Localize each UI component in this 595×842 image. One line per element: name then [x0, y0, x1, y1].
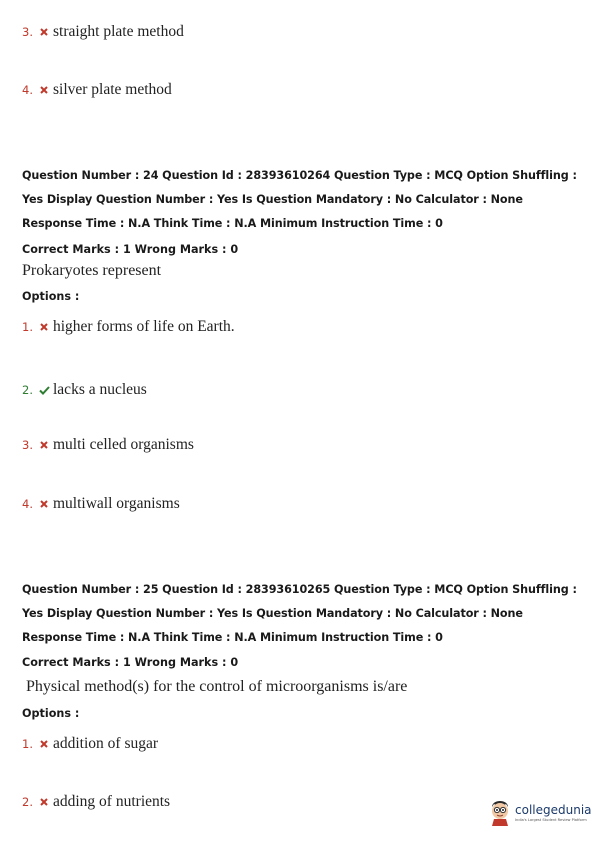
option-text: adding of nutrients: [53, 793, 171, 810]
cross-icon: [38, 28, 50, 36]
mascot-icon: [488, 796, 512, 831]
q24-marks: Correct Marks : 1 Wrong Marks : 0: [22, 243, 239, 256]
collegedunia-logo: [488, 796, 592, 831]
option-number: 4.: [22, 83, 33, 97]
option-number: 3.: [22, 25, 33, 39]
q23-option-4: [22, 78, 172, 102]
q24-options-label: Options :: [22, 290, 80, 303]
option-text: multi celled organisms: [53, 436, 194, 453]
q25-marks: Correct Marks : 1 Wrong Marks : 0: [22, 656, 239, 669]
q24-option-3: [22, 433, 194, 457]
q24-meta: Question Number : 24 Question Id : 28393610264 Question Type : MCQ Option Shuffling : Yes Display Question Number : Yes Is Question Mandatory : No Calculator : None Response Time : N.A Think Time : N.A Minimum Instruction Time : 0: [22, 169, 577, 230]
q25-option-1: [22, 732, 158, 756]
cross-icon: [38, 441, 50, 449]
q24-question: Prokaryotes represent: [22, 262, 162, 279]
option-text: lacks a nucleus: [53, 381, 147, 398]
option-number: 4.: [22, 497, 33, 511]
option-text: silver plate method: [53, 81, 172, 98]
option-text: straight plate method: [53, 23, 184, 40]
cross-icon: [38, 500, 50, 508]
cross-icon: [38, 740, 50, 748]
cross-icon: [38, 798, 50, 806]
q25-meta: Question Number : 25 Question Id : 28393610265 Question Type : MCQ Option Shuffling : Yes Display Question Number : Yes Is Question Mandatory : No Calculator : None Response Time : N.A Think Time : N.A Minimum Instruction Time : 0: [22, 583, 577, 644]
option-number: 1.: [22, 320, 33, 334]
option-text: addition of sugar: [53, 735, 159, 752]
option-number: 2.: [22, 383, 33, 397]
option-text: multiwall organisms: [53, 495, 180, 512]
q25-options-label: Options :: [22, 707, 80, 720]
logo-name: collegedunia: [515, 803, 592, 817]
q24-option-4: [22, 492, 180, 516]
q25-question: Physical method(s) for the control of microorganisms is/are: [26, 678, 408, 695]
q23-option-3: [22, 20, 184, 44]
option-number: 2.: [22, 795, 33, 809]
cross-icon: [38, 323, 50, 331]
option-number: 1.: [22, 737, 33, 751]
logo-tagline: India's Largest Student Review Platform: [515, 818, 587, 822]
q25-option-2: [22, 790, 170, 814]
q24-option-1: [22, 315, 235, 339]
check-icon: [38, 386, 50, 395]
q24-option-2: [22, 378, 147, 402]
cross-icon: [38, 86, 50, 94]
option-number: 3.: [22, 438, 33, 452]
option-text: higher forms of life on Earth.: [53, 318, 235, 335]
